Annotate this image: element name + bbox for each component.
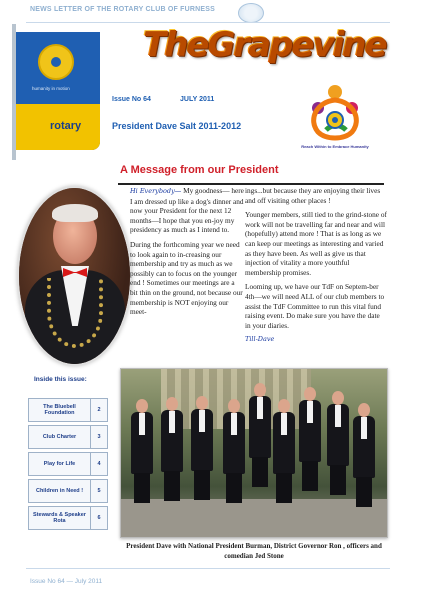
toc-item[interactable] [28, 506, 108, 530]
headline-rule [118, 183, 384, 185]
president-line: President Dave Salt 2011-2012 [112, 121, 242, 131]
inside-issue-title: Inside this issue: [34, 376, 87, 383]
theme-logo-icon [296, 80, 374, 146]
inside-issue-list [28, 398, 108, 533]
top-divider [26, 22, 390, 23]
newsletter-header-line: NEWS LETTER OF THE ROTARY CLUB OF FURNESS [30, 6, 216, 13]
article-column-1 [130, 186, 244, 322]
toc-item[interactable] [28, 398, 108, 422]
flag-motto: humanity in motion [32, 86, 70, 91]
toc-item-page: 2 [90, 399, 107, 421]
toc-item[interactable] [28, 479, 108, 503]
toc-item-page: 3 [90, 426, 107, 448]
article-paragraph: Younger members, still tied to the grind-stone of work will not be travelling far and near and will (hopefully) attend more ! That is as long as we can keep our meetings as interesting and varied as they have been. As well as give us that injection of vitality a more youthful membership promises. [245, 210, 387, 277]
issue-number: Issue No 64 [112, 96, 151, 103]
article-paragraph: During the forthcoming year we need to look again to in-creasing our membership and try as much as we possibly can to focus on the younger end ! Sometimes our meetings are a bit thin on the ground, not because our membership is NOT enjoying our meet- [130, 239, 243, 317]
issue-month: JULY 2011 [180, 96, 215, 103]
president-portrait [17, 186, 132, 366]
article-paragraph: ings...but because they are enjoying their lives and off visiting other places ! [245, 186, 381, 205]
photo-caption: President Dave with National President Burman, District Governor Ron , officers and comedian Jed Stone [126, 542, 382, 560]
theme-logo-tagline: Reach Within to Embrace Humanity [301, 144, 369, 149]
footer-text: Issue No 64 — July 2011 [30, 578, 103, 585]
newsletter-title: TheGrapevine [142, 24, 385, 64]
article-column-2 [245, 186, 387, 350]
toc-item-page: 6 [90, 507, 107, 529]
article-paragraph [130, 186, 244, 235]
flag-wordmark: rotary [50, 120, 82, 132]
article-headline: A Message from our President [120, 164, 279, 176]
toc-item-page: 5 [90, 480, 107, 502]
toc-item[interactable] [28, 425, 108, 449]
toc-item-label: Stewards & Speaker Rota [33, 511, 86, 524]
toc-item[interactable] [28, 452, 108, 476]
toc-item-label: The Bluebell Foundation [43, 403, 76, 416]
footer-divider [26, 568, 390, 569]
rotary-flag [16, 32, 100, 150]
toc-item-label: Children in Need ! [35, 487, 84, 494]
article-paragraph: Looming up, we have our TdF on Septem-ber 4th—we will need ALL of our club members to assist the TdF Committee to run this vital fund raising event. Do make sure you have the date in your diaries. [245, 282, 385, 330]
group-photo [120, 368, 388, 538]
article-text: My goodness— here I am dressed up like a dog's dinner and now your President for the next 12 months—I hope that you en-joy my presidency as much as I intend to. [130, 186, 244, 235]
toc-item-page: 4 [90, 453, 107, 475]
article-greeting: Hi Everybody— [130, 187, 182, 195]
rotary-wheel-icon [38, 44, 74, 80]
toc-item-label: Club Charter [42, 433, 77, 440]
club-emblem-icon [238, 3, 264, 23]
toc-item-label: Play for Life [43, 460, 76, 467]
article-signoff: Till-Dave [245, 335, 275, 344]
